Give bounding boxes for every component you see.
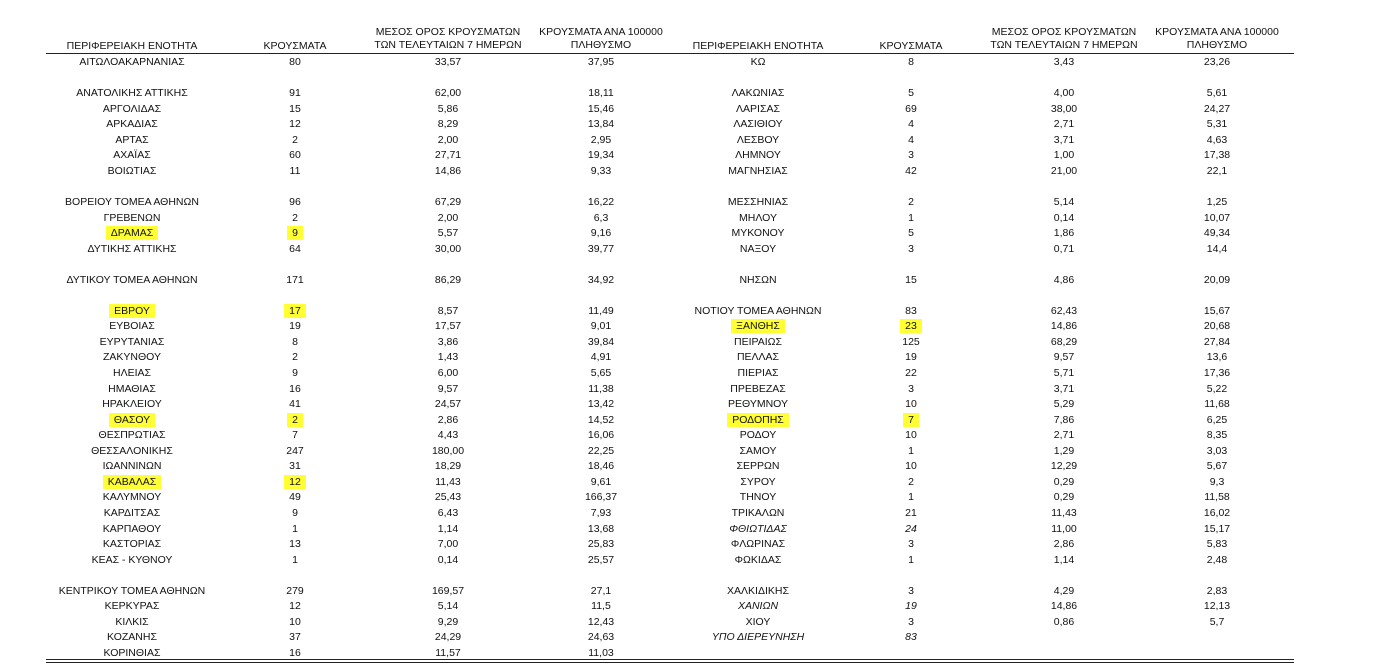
table-cell-per100k: 20,09 — [1203, 273, 1231, 286]
table-cell-cases: 3 — [908, 242, 914, 255]
table-cell-cases: 19 — [905, 351, 917, 364]
table-cell-avg7: 11,43 — [1051, 507, 1077, 519]
table-cell-avg7: 4,43 — [437, 429, 459, 442]
table-cell-name: ΦΘΙΩΤΙΔΑΣ — [729, 522, 787, 535]
table-cell-per100k: 39,84 — [587, 335, 615, 348]
table-cell-avg7: 30,00 — [434, 242, 462, 255]
table-cell-cases: 2 — [255, 413, 335, 427]
table-cell-cases: 1 — [292, 522, 298, 535]
table-cell-per100k: 11,38 — [588, 382, 614, 395]
table-cell-cases: 10 — [905, 429, 917, 442]
table-cell-name: ΡΕΘΥΜΝΟΥ — [727, 398, 788, 411]
table-cell-per100k: 17,36 — [1203, 367, 1231, 379]
table-cell-cases: 13 — [289, 538, 301, 550]
header-avg7-left: ΜΕΣΟΣ ΟΡΟΣ ΚΡΟΥΣΜΑΤΩΝ ΤΩΝ ΤΕΛΕΥΤΑΙΩΝ 7 ΗΜΕΡΩΝ — [374, 26, 522, 51]
table-bottom-border — [46, 659, 1294, 660]
table-cell-avg7: 9,57 — [437, 382, 459, 395]
table-cell-per100k: 13,68 — [587, 522, 615, 535]
table-cell-cases: 91 — [289, 87, 301, 100]
table-cell-name: ΚΕΝΤΡΙΚΟΥ ΤΟΜΕΑ ΑΘΗΝΩΝ — [58, 584, 206, 597]
table-cell-avg7: 67,29 — [434, 196, 462, 208]
header-per100k-right: ΚΡΟΥΣΜΑΤΑ ΑΝΑ 100000 ΠΛΗΘΥΣΜΟ — [1155, 26, 1279, 51]
table-cell-cases: 15 — [905, 273, 917, 286]
table-cell-per100k: 22,25 — [587, 444, 615, 457]
header-underline — [46, 53, 1294, 54]
table-cell-per100k: 7,93 — [590, 507, 612, 519]
table-cell-per100k: 15,46 — [587, 102, 615, 115]
table-cell-name: ΗΛΕΙΑΣ — [112, 367, 151, 379]
table-cell-avg7: 0,29 — [1053, 491, 1075, 504]
table-cell-name: ΜΗΛΟΥ — [739, 211, 777, 224]
table-cell-avg7: 3,86 — [437, 335, 459, 348]
table-cell-avg7: 5,86 — [437, 102, 459, 115]
table-cell-avg7: 4,86 — [1053, 273, 1075, 286]
table-cell-per100k: 34,92 — [587, 273, 615, 286]
table-cell-avg7: 21,00 — [1050, 164, 1078, 177]
table-cell-per100k: 2,48 — [1206, 553, 1228, 566]
table-cell-avg7: 5,57 — [437, 227, 459, 240]
table-cell-cases: 10 — [905, 460, 917, 473]
table-cell-cases: 2 — [908, 475, 914, 488]
table-cell-per100k: 5,22 — [1206, 382, 1228, 395]
table-cell-cases: 9 — [292, 507, 298, 519]
table-cell-cases: 2 — [908, 196, 914, 208]
table-cell-avg7: 2,00 — [437, 133, 459, 146]
table-cell-cases: 2 — [292, 133, 298, 146]
table-cell-cases: 49 — [289, 491, 301, 504]
table-cell-per100k: 20,68 — [1203, 320, 1231, 333]
table-cell-name: ΚΑΣΤΟΡΙΑΣ — [102, 538, 162, 550]
table-cell-per100k: 4,63 — [1206, 133, 1228, 146]
header-cases-right: ΚΡΟΥΣΜΑΤΑ — [879, 40, 943, 52]
table-cell-avg7: 62,43 — [1050, 304, 1078, 317]
table-cell-cases: 83 — [905, 304, 917, 317]
table-cell-name: ΤΡΙΚΑΛΩΝ — [731, 507, 785, 519]
table-cell-avg7: 27,71 — [434, 149, 462, 162]
table-cell-name: ΗΡΑΚΛΕΙΟΥ — [102, 398, 162, 411]
table-bottom-border-2 — [46, 662, 1294, 663]
header-cases-left: ΚΡΟΥΣΜΑΤΑ — [263, 40, 327, 52]
table-cell-per100k: 37,95 — [587, 56, 615, 68]
table-cell-name: ΣΕΡΡΩΝ — [736, 460, 780, 473]
table-cell-avg7: 8,29 — [437, 118, 459, 131]
table-cell-avg7: 25,43 — [434, 491, 462, 504]
table-cell-avg7: 17,57 — [434, 320, 462, 333]
table-cell-cases: 125 — [902, 335, 920, 348]
table-cell-name: ΖΑΚΥΝΘΟΥ — [102, 351, 161, 364]
table-cell-avg7: 14,86 — [434, 164, 462, 177]
table-cell-avg7: 4,29 — [1053, 584, 1075, 597]
table-cell-name: ΦΛΩΡΙΝΑΣ — [730, 538, 786, 550]
table-cell-name: ΦΩΚΙΔΑΣ — [734, 553, 782, 566]
table-cell-cases: 2 — [292, 211, 298, 224]
table-cell-cases: 69 — [905, 102, 917, 115]
table-cell-avg7: 33,57 — [434, 56, 462, 68]
table-cell-name: ΚΕΡΚΥΡΑΣ — [104, 600, 160, 613]
table-cell-per100k: 14,52 — [587, 413, 615, 426]
table-cell-avg7: 9,57 — [1053, 351, 1075, 364]
table-cell-per100k: 6,25 — [1206, 413, 1228, 426]
table-cell-per100k: 24,27 — [1203, 102, 1231, 115]
table-cell-per100k: 16,06 — [587, 429, 615, 442]
table-cell-name: ΔΥΤΙΚΟΥ ΤΟΜΕΑ ΑΘΗΝΩΝ — [66, 273, 198, 286]
table-cell-per100k: 13,42 — [587, 398, 615, 411]
table-cell-avg7: 2,86 — [437, 413, 459, 426]
table-cell-avg7: 24,57 — [434, 398, 462, 411]
table-cell-per100k: 16,22 — [587, 196, 615, 208]
table-cell-name: ΧΑΛΚΙΔΙΚΗΣ — [727, 584, 789, 597]
table-cell-avg7: 3,71 — [1053, 133, 1075, 146]
table-cell-name: ΚΑΡΔΙΤΣΑΣ — [103, 507, 161, 519]
table-cell-per100k: 14,4 — [1206, 242, 1228, 255]
table-cell-per100k: 1,25 — [1206, 196, 1228, 208]
table-cell-avg7: 2,71 — [1053, 429, 1075, 442]
table-cell-avg7: 1,29 — [1053, 444, 1075, 457]
table-cell-per100k: 9,61 — [590, 475, 612, 488]
table-cell-avg7: 0,14 — [437, 553, 459, 566]
table-cell-cases: 96 — [289, 196, 301, 208]
table-cell-name: ΑΝΑΤΟΛΙΚΗΣ ΑΤΤΙΚΗΣ — [76, 87, 188, 100]
table-cell-cases: 1 — [292, 553, 298, 566]
table-cell-avg7: 0,29 — [1053, 475, 1075, 488]
table-cell-per100k: 11,03 — [588, 646, 614, 659]
header-region-right: ΠΕΡΙΦΕΡΕΙΑΚΗ ΕΝΟΤΗΤΑ — [692, 40, 824, 52]
table-cell-avg7: 6,43 — [437, 507, 459, 519]
header-per100k-left: ΚΡΟΥΣΜΑΤΑ ΑΝΑ 100000 ΠΛΗΘΥΣΜΟ — [539, 26, 663, 51]
table-cell-name: ΜΑΓΝΗΣΙΑΣ — [728, 164, 788, 177]
table-cell-cases: 10 — [905, 398, 917, 411]
table-cell-avg7: 9,29 — [437, 615, 459, 628]
table-cell-cases: 12 — [289, 118, 301, 131]
table-cell-cases: 1 — [908, 211, 914, 224]
table-cell-cases: 3 — [908, 538, 914, 550]
table-cell-per100k: 13,6 — [1206, 351, 1228, 364]
table-cell-name: ΠΕΙΡΑΙΩΣ — [734, 335, 782, 348]
table-cell-per100k: 11,68 — [1204, 398, 1230, 411]
table-cell-name: ΒΟΙΩΤΙΑΣ — [107, 164, 157, 177]
table-cell-avg7: 7,86 — [1053, 413, 1075, 426]
table-cell-name: ΜΕΣΣΗΝΙΑΣ — [727, 196, 789, 208]
table-cell-per100k: 12,13 — [1203, 600, 1231, 613]
table-cell-cases: 3 — [908, 382, 914, 395]
table-cell-avg7: 24,29 — [434, 631, 462, 644]
table-cell-avg7: 1,43 — [437, 351, 459, 364]
table-cell-avg7: 11,57 — [435, 646, 461, 659]
table-cell-per100k: 22,1 — [1206, 164, 1228, 177]
table-cell-per100k: 166,37 — [584, 491, 618, 504]
table-cell-cases: 12 — [255, 475, 335, 489]
table-cell-name: ΙΩΑΝΝΙΝΩΝ — [102, 460, 162, 473]
table-cell-cases: 15 — [289, 102, 301, 115]
table-cell-avg7: 1,00 — [1053, 149, 1075, 162]
table-cell-per100k: 8,35 — [1206, 429, 1228, 442]
table-cell-avg7: 169,57 — [431, 584, 465, 597]
table-cell-per100k: 16,02 — [1203, 507, 1231, 519]
table-cell-avg7: 38,00 — [1050, 102, 1078, 115]
table-cell-avg7: 62,00 — [434, 87, 462, 100]
table-cell-cases: 16 — [289, 382, 301, 395]
table-cell-name: ΕΒΡΟΥ — [46, 304, 218, 318]
table-cell-avg7: 12,29 — [1050, 460, 1078, 473]
table-cell-avg7: 5,29 — [1053, 398, 1075, 411]
table-cell-name: ΜΥΚΟΝΟΥ — [731, 227, 785, 240]
table-cell-cases: 41 — [289, 398, 301, 411]
table-cell-per100k: 9,33 — [590, 164, 612, 177]
table-cell-per100k: 12,43 — [587, 615, 615, 628]
table-cell-per100k: 25,83 — [587, 538, 615, 550]
table-cell-per100k: 9,01 — [590, 320, 612, 333]
table-cell-name: ΡΟΔΟΠΗΣ — [672, 413, 844, 427]
table-cell-name: ΛΑΡΙΣΑΣ — [736, 102, 780, 115]
table-cell-per100k: 3,03 — [1206, 444, 1228, 457]
table-cell-avg7: 0,14 — [1053, 211, 1075, 224]
table-cell-name: ΧΙΟΥ — [745, 615, 771, 628]
table-cell-cases: 2 — [292, 351, 298, 364]
table-cell-name: ΘΕΣΣΑΛΟΝΙΚΗΣ — [91, 444, 173, 457]
table-cell-cases: 7 — [292, 429, 298, 442]
table-cell-cases: 8 — [292, 335, 298, 348]
table-cell-name: ΒΟΡΕΙΟΥ ΤΟΜΕΑ ΑΘΗΝΩΝ — [65, 196, 199, 208]
table-cell-avg7: 0,86 — [1053, 615, 1075, 628]
table-cell-per100k: 18,11 — [588, 87, 614, 100]
table-cell-name: ΝΟΤΙΟΥ ΤΟΜΕΑ ΑΘΗΝΩΝ — [694, 304, 822, 317]
table-cell-cases: 10 — [289, 615, 301, 628]
table-cell-cases: 3 — [908, 615, 914, 628]
table-cell-per100k: 19,34 — [587, 149, 615, 162]
table-cell-cases: 19 — [289, 320, 301, 333]
table-cell-cases: 8 — [908, 56, 914, 68]
table-cell-per100k: 25,57 — [587, 553, 615, 566]
table-cell-avg7: 6,00 — [437, 367, 459, 379]
table-cell-avg7: 14,86 — [1050, 320, 1078, 333]
table-cell-per100k: 15,17 — [1203, 522, 1231, 535]
table-cell-avg7: 1,14 — [1053, 553, 1075, 566]
table-cell-avg7: 86,29 — [434, 273, 462, 286]
table-cell-avg7: 4,00 — [1053, 87, 1075, 100]
table-cell-avg7: 7,00 — [437, 538, 459, 550]
table-cell-name: ΞΑΝΘΗΣ — [672, 319, 844, 333]
table-cell-avg7: 180,00 — [431, 444, 465, 457]
table-cell-per100k: 27,84 — [1203, 335, 1231, 348]
table-cell-cases: 31 — [289, 460, 301, 473]
table-cell-cases: 1 — [908, 553, 914, 566]
table-cell-cases: 64 — [289, 242, 301, 255]
table-cell-name: ΛΗΜΝΟΥ — [735, 149, 781, 162]
table-cell-per100k: 5,67 — [1206, 460, 1228, 473]
table-cell-name: ΑΧΑΪΑΣ — [113, 149, 151, 162]
table-cell-name: ΑΙΤΩΛΟΑΚΑΡΝΑΝΙΑΣ — [79, 56, 185, 68]
table-cell-name: ΣΑΜΟΥ — [739, 444, 777, 457]
table-cell-per100k: 5,7 — [1209, 615, 1225, 628]
table-cell-cases: 3 — [908, 149, 914, 162]
table-cell-avg7: 14,86 — [1050, 600, 1078, 613]
table-cell-per100k: 13,84 — [587, 118, 615, 131]
table-cell-cases: 83 — [905, 631, 917, 644]
table-cell-cases: 21 — [905, 507, 917, 519]
table-cell-name: ΔΡΑΜΑΣ — [46, 226, 218, 240]
table-cell-per100k: 9,16 — [590, 227, 612, 240]
table-cell-per100k: 23,26 — [1203, 56, 1231, 68]
table-cell-name: ΥΠΟ ΔΙΕΡΕΥΝΗΣΗ — [711, 631, 805, 644]
table-cell-cases: 11 — [289, 164, 301, 177]
table-cell-avg7: 0,71 — [1053, 242, 1075, 255]
table-cell-name: ΛΕΣΒΟΥ — [736, 133, 780, 146]
table-cell-per100k: 18,46 — [587, 460, 615, 473]
table-cell-per100k — [1146, 630, 1288, 644]
table-cell-avg7: 11,00 — [1051, 522, 1077, 535]
table-cell-name: ΑΡΚΑΔΙΑΣ — [106, 118, 158, 131]
table-cell-per100k: 4,91 — [590, 351, 612, 364]
table-cell-per100k: 27,1 — [590, 584, 612, 597]
table-cell-name: ΣΥΡΟΥ — [740, 475, 776, 488]
table-cell-name: ΑΡΤΑΣ — [115, 133, 149, 146]
table-cell-cases: 19 — [905, 600, 917, 613]
table-cell-per100k: 39,77 — [587, 242, 615, 255]
table-cell-name: ΤΗΝΟΥ — [739, 491, 777, 504]
table-cell-cases: 5 — [908, 87, 914, 100]
header-region-left: ΠΕΡΙΦΕΡΕΙΑΚΗ ΕΝΟΤΗΤΑ — [66, 40, 198, 52]
table-cell-avg7: 11,43 — [435, 475, 461, 488]
table-cell-avg7: 5,14 — [437, 600, 459, 613]
table-cell-name: ΡΟΔΟΥ — [739, 429, 777, 442]
table-cell-name: ΕΥΡΥΤΑΝΙΑΣ — [99, 335, 165, 348]
table-cell-per100k: 5,83 — [1206, 538, 1228, 550]
table-cell-avg7: 2,86 — [1053, 538, 1075, 550]
table-cell-per100k: 5,65 — [590, 367, 612, 379]
table-cell-per100k: 15,67 — [1203, 304, 1231, 317]
table-cell-cases: 12 — [289, 600, 301, 613]
table-cell-cases: 7 — [871, 413, 951, 427]
table-cell-avg7: 5,14 — [1053, 196, 1075, 208]
table-cell-per100k: 24,63 — [587, 631, 615, 644]
table-cell-name: ΧΑΝΙΩΝ — [737, 600, 779, 613]
table-cell-cases: 16 — [289, 646, 301, 659]
table-cell-avg7: 18,29 — [434, 460, 462, 473]
table-cell-avg7 — [984, 630, 1144, 644]
table-cell-cases: 42 — [905, 164, 917, 177]
table-cell-cases: 1 — [908, 444, 914, 457]
table-cell-per100k: 11,5 — [591, 600, 611, 613]
table-cell-name: ΝΑΞΟΥ — [739, 242, 777, 255]
table-cell-avg7: 1,14 — [437, 522, 459, 535]
table-cell-cases: 3 — [908, 584, 914, 597]
table-cell-per100k: 9,3 — [1209, 475, 1225, 488]
table-cell-name: ΚΑΒΑΛΑΣ — [46, 475, 218, 489]
table-cell-per100k: 17,38 — [1203, 149, 1231, 162]
table-cell-cases: 171 — [286, 273, 304, 286]
table-cell-per100k: 6,3 — [593, 211, 609, 224]
table-cell-avg7: 68,29 — [1050, 335, 1078, 348]
table-cell-avg7: 1,86 — [1053, 227, 1075, 240]
table-cell-name: ΔΥΤΙΚΗΣ ΑΤΤΙΚΗΣ — [87, 242, 177, 255]
table-cell-name: ΛΑΚΩΝΙΑΣ — [731, 87, 785, 100]
table-cell-cases: 279 — [286, 584, 304, 597]
table-cell-name: ΠΕΛΛΑΣ — [736, 351, 780, 364]
table-cell-name: ΚΟΡΙΝΘΙΑΣ — [103, 646, 161, 659]
table-cell-avg7: 2,71 — [1053, 118, 1075, 131]
table-cell-cases: 1 — [908, 491, 914, 504]
table-cell-per100k: 11,58 — [1204, 491, 1230, 504]
table-cell-cases: 24 — [905, 522, 917, 535]
table-cell-cases: 9 — [292, 367, 298, 379]
table-cell-avg7: 5,71 — [1053, 367, 1075, 379]
table-cell-name: ΛΑΣΙΘΙΟΥ — [733, 118, 783, 131]
table-cell-cases: 60 — [289, 149, 301, 162]
table-cell-cases: 80 — [289, 56, 301, 68]
table-cell-per100k: 5,61 — [1206, 87, 1228, 100]
table-cell-cases: 17 — [255, 304, 335, 318]
table-cell-name: ΚΟΖΑΝΗΣ — [107, 631, 157, 644]
table-cell-cases: 22 — [905, 367, 917, 379]
table-cell-per100k: 10,07 — [1203, 211, 1231, 224]
header-avg7-right: ΜΕΣΟΣ ΟΡΟΣ ΚΡΟΥΣΜΑΤΩΝ ΤΩΝ ΤΕΛΕΥΤΑΙΩΝ 7 ΗΜΕΡΩΝ — [990, 26, 1138, 51]
table-cell-name: ΑΡΓΟΛΙΔΑΣ — [102, 102, 162, 115]
table-cell-avg7: 3,43 — [1053, 56, 1075, 68]
table-cell-name: ΘΑΣΟΥ — [46, 413, 218, 427]
table-cell-avg7: 2,00 — [437, 211, 459, 224]
table-cell-avg7: 8,57 — [437, 304, 459, 317]
table-cell-cases: 9 — [255, 226, 335, 240]
table-cell-name: ΚΕΑΣ - ΚΥΘΝΟΥ — [91, 553, 173, 566]
table-cell-per100k: 5,31 — [1206, 118, 1228, 131]
table-cell-cases: 4 — [908, 118, 914, 131]
table-cell-name: ΝΗΣΩΝ — [739, 273, 777, 286]
table-cell-name: ΗΜΑΘΙΑΣ — [108, 382, 156, 395]
table-cell-per100k: 2,83 — [1206, 584, 1228, 597]
table-cell-cases: 23 — [871, 319, 951, 333]
table-cell-name: ΓΡΕΒΕΝΩΝ — [103, 211, 161, 224]
table-cell-per100k: 11,49 — [588, 304, 614, 317]
table-cell-name: ΚΙΛΚΙΣ — [115, 615, 149, 628]
table-cell-per100k: 49,34 — [1203, 227, 1231, 240]
table-cell-name: ΚΑΡΠΑΘΟΥ — [102, 522, 162, 535]
table-cell-cases: 247 — [286, 444, 304, 457]
table-cell-avg7: 3,71 — [1053, 382, 1075, 395]
table-cell-name: ΠΙΕΡΙΑΣ — [737, 367, 779, 379]
table-cell-name: ΘΕΣΠΡΩΤΙΑΣ — [98, 429, 166, 442]
table-cell-per100k: 2,95 — [590, 133, 612, 146]
table-cell-name: ΠΡΕΒΕΖΑΣ — [730, 382, 786, 395]
table-cell-name: ΚΑΛΥΜΝΟΥ — [102, 491, 162, 504]
table-cell-name: ΕΥΒΟΙΑΣ — [109, 320, 155, 333]
table-cell-cases: 37 — [289, 631, 301, 644]
table-cell-cases: 4 — [908, 133, 914, 146]
table-cell-cases: 5 — [908, 227, 914, 240]
table-cell-name: ΚΩ — [750, 56, 766, 68]
